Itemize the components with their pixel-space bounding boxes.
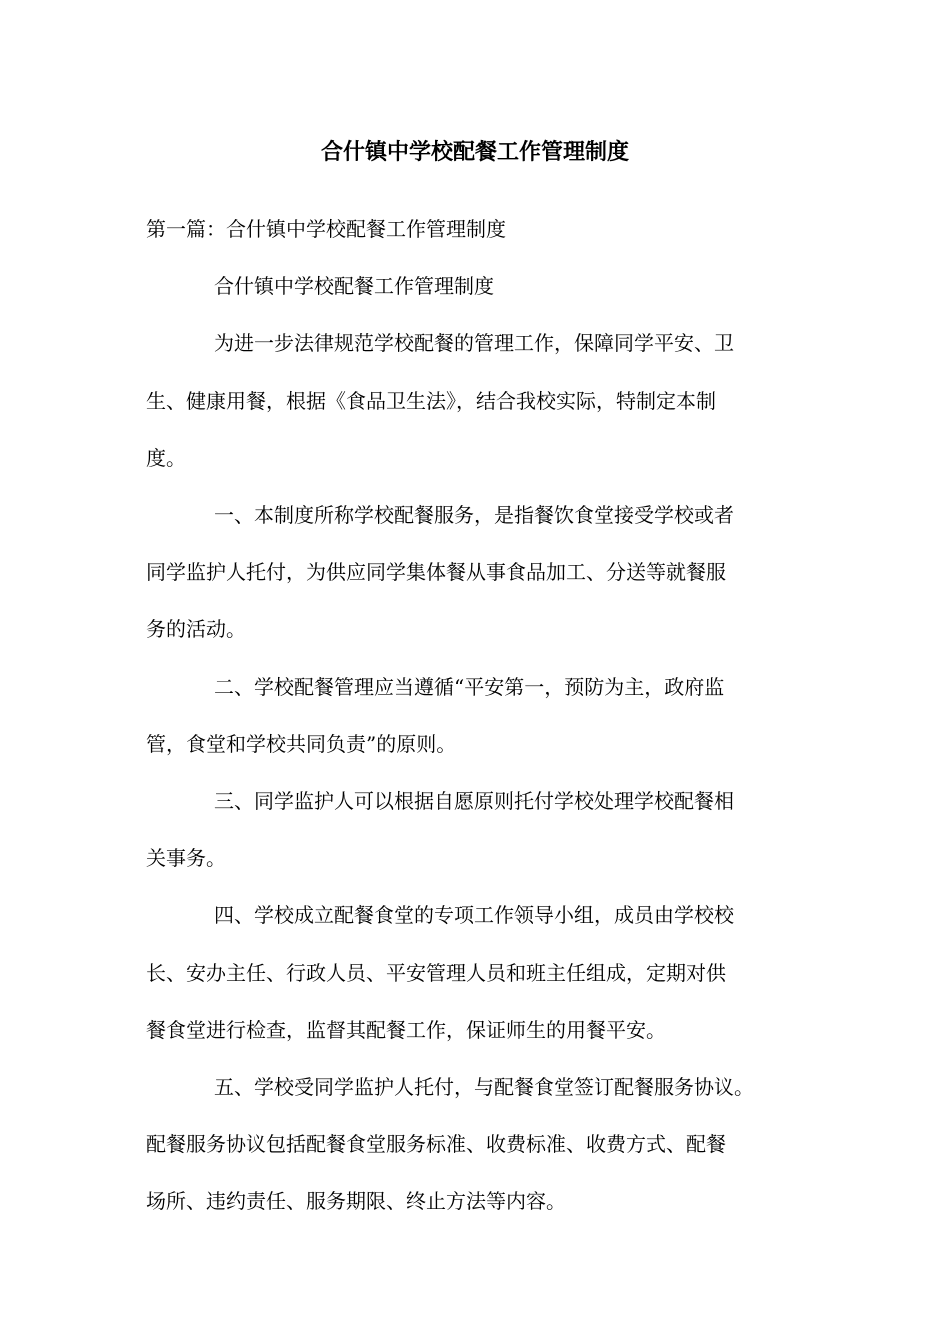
paragraph-line: 为进一步法律规范学校配餐的管理工作，保障同学平安、卫 <box>214 331 734 356</box>
paragraph-line: 配餐服务协议包括配餐食堂服务标准、收费标准、收费方式、配餐 <box>146 1132 726 1157</box>
paragraph-line: 四、学校成立配餐食堂的专项工作领导小组，成员由学校校 <box>214 903 734 928</box>
paragraph-line: 同学监护人托付，为供应同学集体餐从事食品加工、分送等就餐服 <box>146 560 726 585</box>
paragraph-line: 生、健康用餐，根据《食品卫生法》，结合我校实际，特制定本制 <box>146 388 716 413</box>
paragraph-line: 一、本制度所称学校配餐服务，是指餐饮食堂接受学校或者 <box>214 503 734 528</box>
paragraph-line: 场所、违约责任、服务期限、终止方法等内容。 <box>146 1189 566 1214</box>
paragraph-line: 三、同学监护人可以根据自愿原则托付学校处理学校配餐相 <box>214 789 734 814</box>
paragraph-line: 二、学校配餐管理应当遵循“平安第一，预防为主，政府监 <box>214 674 725 699</box>
paragraph-line: 五、学校受同学监护人托付，与配餐食堂签订配餐服务协议。 <box>214 1075 754 1100</box>
paragraph-line: 度。 <box>146 445 186 470</box>
paragraph-line: 餐食堂进行检查，监督其配餐工作，保证师生的用餐平安。 <box>146 1017 666 1042</box>
paragraph-line: 管，食堂和学校共同负责”的原则。 <box>146 731 457 756</box>
paragraph-line: 务的活动。 <box>146 617 246 642</box>
paragraph-line: 长、安办主任、行政人员、平安管理人员和班主任组成，定期对供 <box>146 960 726 985</box>
document-title: 合什镇中学校配餐工作管理制度 <box>320 139 629 165</box>
document-body <box>146 201 810 1231</box>
section-heading: 第一篇：合什镇中学校配餐工作管理制度 <box>146 217 506 241</box>
paragraph-line: 关事务。 <box>146 846 226 871</box>
subtitle-line: 合什镇中学校配餐工作管理制度 <box>214 274 494 299</box>
